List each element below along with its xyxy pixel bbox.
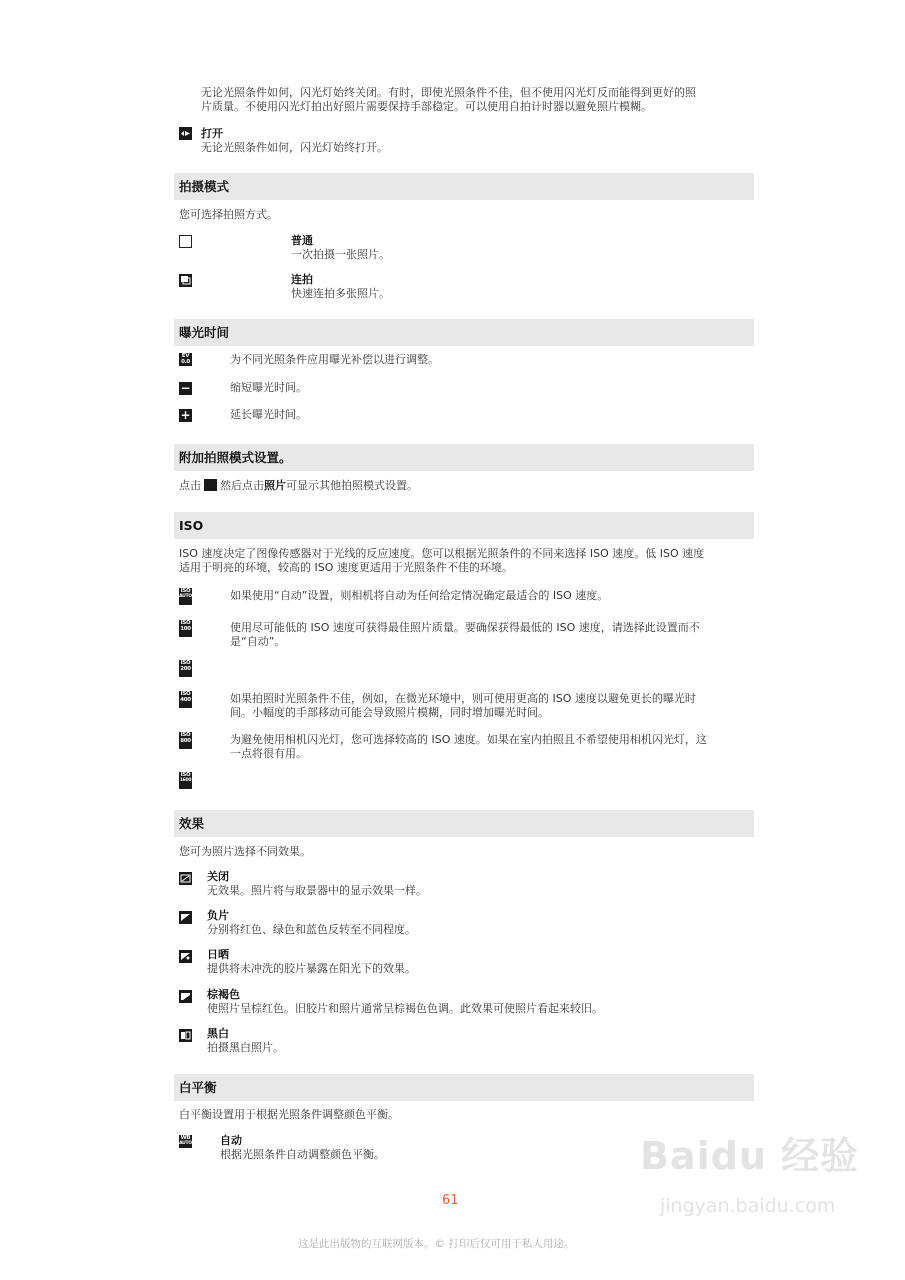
sepia-icon (179, 990, 192, 1003)
iso-400-icon (179, 691, 192, 708)
icon-label-top: WB (180, 1135, 191, 1141)
effect-bw-desc: 拍摄黑白照片。 (207, 1041, 284, 1054)
iso-200-icon (179, 660, 192, 677)
single-shot-icon (179, 235, 192, 248)
icon-label-bottom: 800 (180, 738, 191, 744)
white-balance-desc: 白平衡设置用于根据光照条件调整颜色平衡。 (179, 1108, 399, 1121)
iso-desc-line-1: ISO 速度决定了图像传感器对于光线的反应速度。您可以根据光照条件的不同来选择 ISO 速度。低 ISO 速度 (179, 547, 705, 560)
intro-line-2: 片质量。不使用闪光灯拍出好照片需要保持手部稳定。可以使用自拍计时器以避免照片模糊。 (201, 100, 652, 113)
minus-icon: − (180, 382, 191, 395)
section-header-extra-mode (174, 444, 754, 471)
watermark-logo: Baidu 经验 (640, 1134, 860, 1178)
icon-label-bottom: 0.0 (181, 359, 190, 365)
icon-label-bottom: 200 (180, 666, 191, 672)
exposure-value-icon (179, 353, 192, 366)
wb-auto-desc: 根据光照条件自动调整颜色平衡。 (220, 1148, 385, 1161)
mode-burst-title: 连拍 (291, 273, 313, 286)
icon-label-bottom: 1600 (179, 778, 192, 783)
intro-line-1: 无论光照条件如何，闪光灯始终关闭。有时，即使光照条件不佳，但不使用闪光灯反而能得到更好的照 (201, 86, 696, 99)
iso-800-line-1: 为避免使用相机闪光灯，您可选择较高的 ISO 速度。如果在室内拍照且不希望使用相机闪光灯，这 (230, 733, 707, 746)
icon-label-top: ISO (180, 660, 191, 666)
desc-suffix: 可显示其他拍照模式设置。 (286, 479, 418, 492)
section-header-effects (174, 810, 754, 837)
effect-bw-title: 黑白 (207, 1027, 229, 1040)
effect-sepia-title: 棕褐色 (207, 988, 240, 1001)
icon-label-top: EV (181, 353, 190, 359)
iso-auto-icon (179, 588, 192, 605)
iso-800-icon (179, 732, 192, 749)
flash-on-desc: 无论光照条件如何，闪光灯始终打开。 (201, 141, 388, 154)
effect-negative-title: 负片 (207, 909, 229, 922)
icon-label-bottom: 400 (180, 697, 191, 703)
section-title: 效果 (179, 816, 205, 831)
black-white-icon (179, 1029, 192, 1042)
section-title: 拍摄模式 (179, 179, 230, 194)
icon-label-top: ISO (180, 620, 191, 626)
section-title: 白平衡 (179, 1080, 217, 1095)
section-title: ISO (179, 518, 204, 533)
mode-normal-title: 普通 (291, 234, 313, 247)
effect-off-desc: 无效果。照片将与取景器中的显示效果一样。 (207, 884, 427, 897)
flash-on-title: 打开 (201, 127, 223, 140)
effect-off-icon (179, 872, 192, 885)
plus-icon: + (180, 409, 191, 422)
desc-prefix: 点击 (179, 479, 201, 492)
icon-label-bottom: 100 (180, 626, 191, 632)
section-header-iso (174, 512, 754, 539)
extra-mode-desc (179, 479, 418, 492)
burst-icon (179, 274, 192, 287)
iso-400-line-2: 间。小幅度的手部移动可能会导致照片模糊，同时增加曝光时间。 (230, 706, 549, 719)
mode-burst-desc: 快速连拍多张照片。 (291, 287, 390, 300)
shooting-mode-desc: 您可选择拍照方式。 (179, 208, 278, 221)
effect-solarize-title: 日晒 (207, 948, 229, 961)
solarize-icon (179, 950, 192, 963)
flash-on-icon (179, 127, 192, 140)
iso-800-line-2: 一点将很有用。 (230, 747, 307, 760)
section-header-white-balance (174, 1074, 754, 1101)
icon-label-bottom: AUTO (179, 1141, 192, 1146)
effects-desc: 您可为照片选择不同效果。 (179, 845, 311, 858)
wb-auto-icon (179, 1135, 192, 1148)
desc-bold: 照片 (264, 479, 286, 492)
page-number: 61 (442, 1193, 459, 1208)
icon-label-bottom: AUTO (179, 594, 192, 599)
negative-icon (179, 911, 192, 924)
effect-off-title: 关闭 (207, 870, 229, 883)
mode-normal-desc: 一次拍摄一张照片。 (291, 248, 390, 261)
iso-desc-line-2: 适用于明亮的环境，较高的 ISO 速度更适用于光照条件不佳的环境。 (179, 561, 513, 574)
effect-negative-desc: 分别将红色、绿色和蓝色反转至不同程度。 (207, 923, 416, 936)
icon-label-top: ISO (180, 691, 191, 697)
section-header-shooting-mode (174, 173, 754, 200)
settings-menu-icon (204, 479, 217, 491)
iso-400-line-1: 如果拍照时光照条件不佳，例如，在微光环境中，则可使用更高的 ISO 速度以避免更长的曝光时 (230, 692, 696, 705)
desc-middle: 然后点击 (220, 479, 264, 492)
iso-100-line-2: 是“自动”。 (230, 635, 286, 648)
exposure-increase-desc: 延长曝光时间。 (230, 408, 307, 421)
exposure-decrease-desc: 缩短曝光时间。 (230, 381, 307, 394)
watermark-url: jingyan.baidu.com (660, 1195, 836, 1217)
effect-solarize-desc: 提供将未冲洗的胶片暴露在阳光下的效果。 (207, 962, 416, 975)
section-title: 曝光时间 (179, 325, 230, 340)
iso-auto-line-1: 如果使用“自动”设置，则相机将自动为任何给定情况确定最适合的 ISO 速度。 (230, 589, 609, 602)
icon-label-top: ISO (180, 772, 191, 778)
wb-auto-title: 自动 (220, 1134, 242, 1147)
iso-1600-icon (179, 772, 192, 789)
icon-label-top: ISO (180, 588, 191, 594)
exposure-adjust-desc: 为不同光照条件应用曝光补偿以进行调整。 (230, 353, 439, 366)
footer-notice: 这是此出版物的互联网版本。© 打印后仅可用于私人用途。 (298, 1238, 575, 1250)
section-title: 附加拍照模式设置。 (179, 450, 292, 465)
effect-sepia-desc: 使照片呈棕红色。旧胶片和照片通常呈棕褐色色调。此效果可使照片看起来较旧。 (207, 1002, 603, 1015)
icon-label-top: ISO (180, 732, 191, 738)
iso-100-line-1: 使用尽可能低的 ISO 速度可获得最佳照片质量。要确保获得最低的 ISO 速度，请选择此设置而不 (230, 621, 700, 634)
iso-100-icon (179, 620, 192, 637)
section-header-exposure (174, 319, 754, 346)
